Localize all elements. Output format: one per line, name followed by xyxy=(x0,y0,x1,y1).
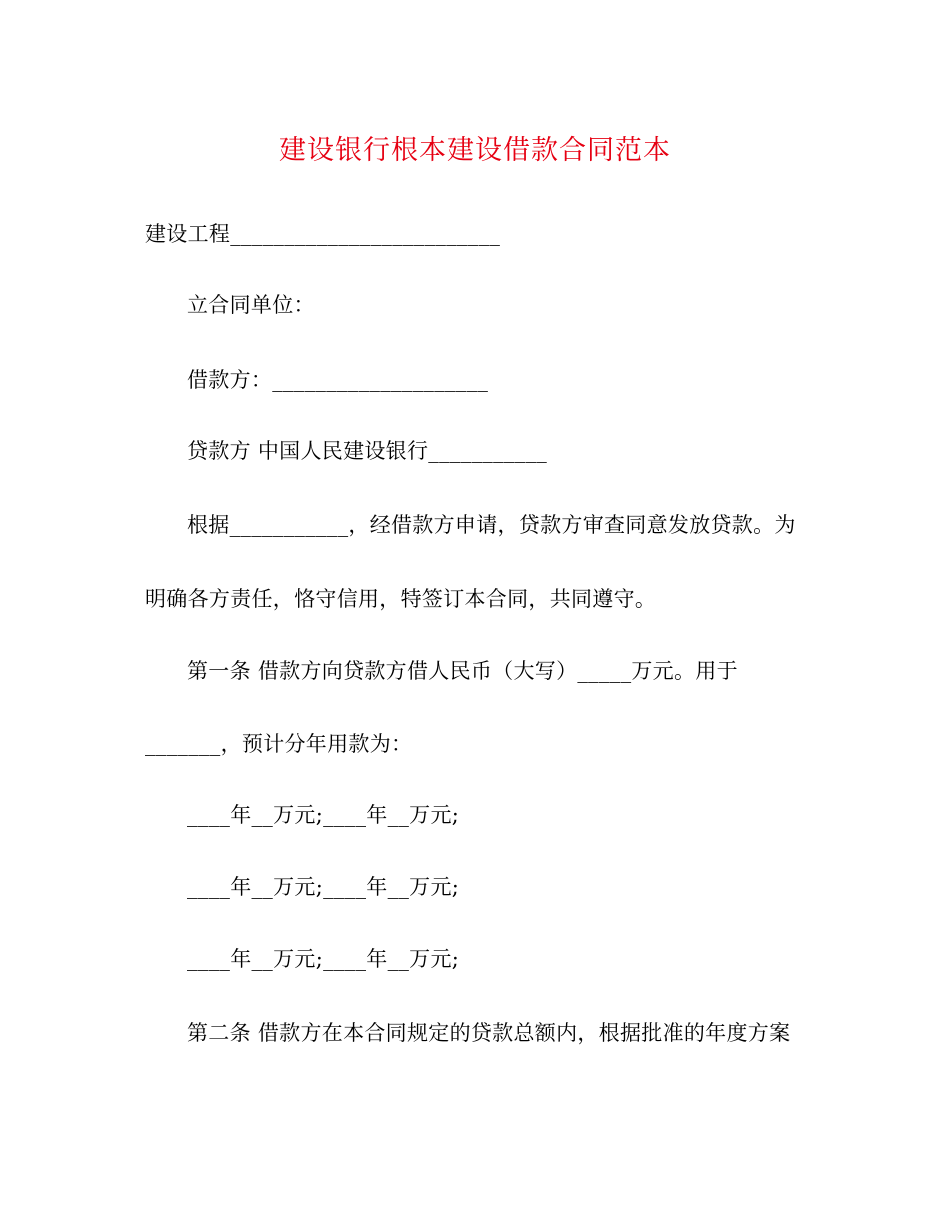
lender-line: 贷款方 中国人民建设银行___________ xyxy=(187,439,548,463)
annual-usage-row-3: ____年__万元;____年__万元; xyxy=(187,947,460,971)
borrower-line: 借款方：____________________ xyxy=(187,368,489,392)
annual-usage-row-2: ____年__万元;____年__万元; xyxy=(187,875,460,899)
article-1-line-2: _______，预计分年用款为： xyxy=(145,732,413,756)
preamble-line-2: 明确各方责任，恪守信用，特签订本合同，共同遵守。 xyxy=(145,587,657,611)
article-2-line-1: 第二条 借款方在本合同规定的贷款总额内，根据批准的年度方案 xyxy=(187,1021,791,1045)
annual-usage-row-1: ____年__万元;____年__万元; xyxy=(187,803,460,827)
project-line: 建设工程_________________________ xyxy=(145,222,501,246)
article-1-line-1: 第一条 借款方向贷款方借人民币（大写）_____万元。用于 xyxy=(187,659,738,683)
preamble-line-1: 根据___________，经借款方申请，贷款方审查同意发放贷款。为 xyxy=(187,513,796,537)
contracting-parties-label: 立合同单位： xyxy=(187,293,315,317)
document-title: 建设银行根本建设借款合同范本 xyxy=(279,135,671,166)
